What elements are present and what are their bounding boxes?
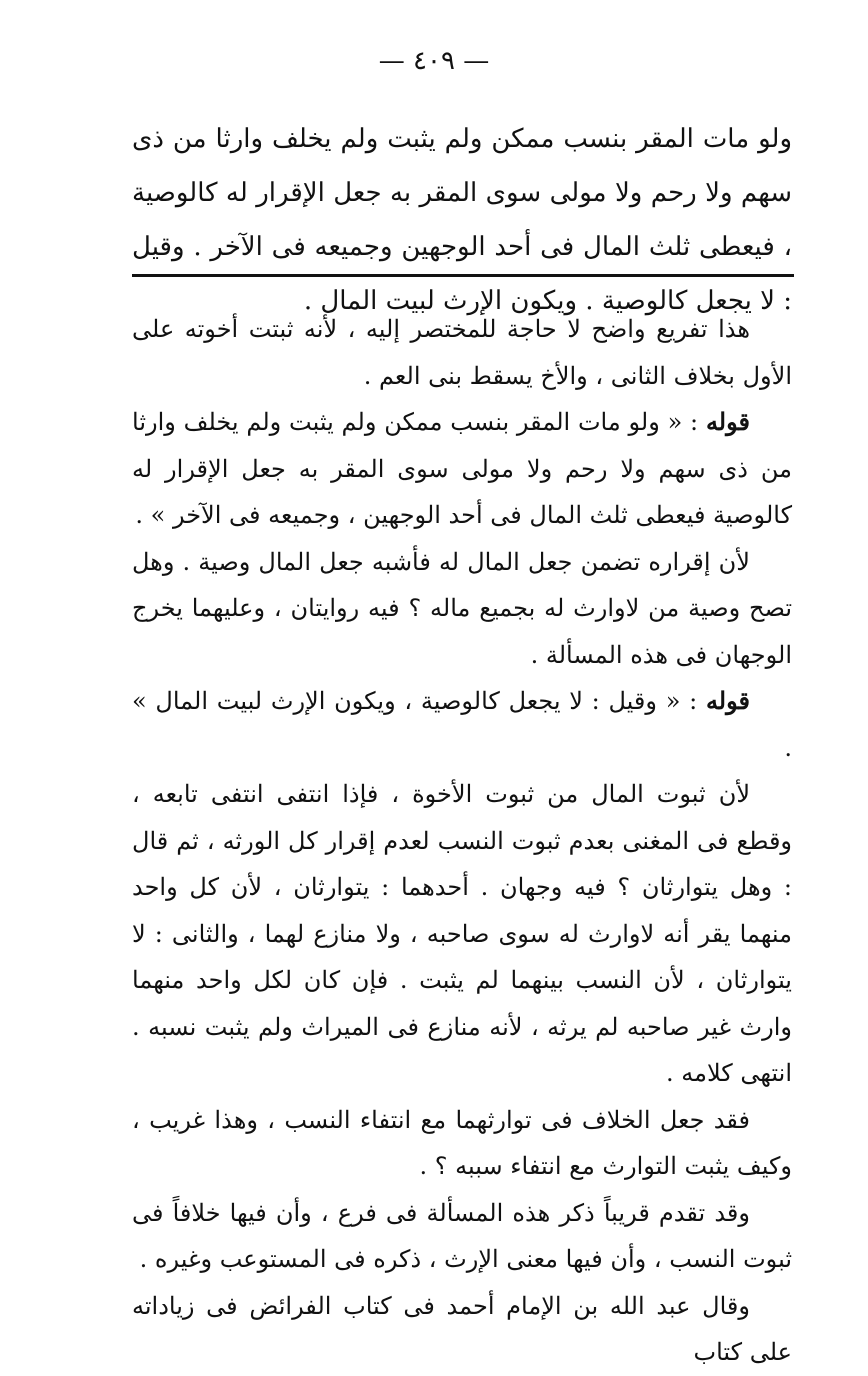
commentary-text [132,306,792,1376]
commentary-quote-paragraph [132,678,792,771]
main-text [132,112,792,328]
quote-text: : « وقيل : لا يجعل كالوصية ، ويكون الإرث لبيت المال » . [132,687,792,762]
qawluhu-label: قوله [705,686,750,715]
quote-text: : « ولو مات المقر بنسب ممكن ولم يثبت ولم يخلف وارثا من ذى سهم ولا رحم ولا مولى سوى المقر به جعل الإقرار له كالوصية فيعطى ثلث المال فى أحد الوجهين ، وجميعه فى الآخر » . [132,408,792,529]
section-divider [132,274,794,277]
main-text-paragraph: ولو مات المقر بنسب ممكن ولم يثبت ولم يخلف وارثا من ذى سهم ولا رحم ولا مولى سوى المقر به جعل الإقرار له كالوصية ، فيعطى ثلث المال فى أحد الوجهين وجميعه فى الآخر . وقيل : لا يجعل كالوصية . ويكون الإرث لبيت المال . [132,124,792,316]
commentary-paragraph: هذا تفريع واضح لا حاجة للمختصر إليه ، لأنه ثبتت أخوته على الأول بخلاف الثانى ، والأخ يسقط بنى العم . [132,315,792,390]
page-number: — ٤٠٩ — [378,46,490,76]
commentary-paragraph: لأن إقراره تضمن جعل المال له فأشبه جعل المال وصية . وهل تصح وصية من لاوارث له بجميع ماله ؟ فيه روايتان ، وعليهما يخرج الوجهان فى هذه المسألة . [132,547,792,669]
commentary-paragraph: لأن ثبوت المال من ثبوت الأخوة ، فإذا انتفى انتفى تابعه ، وقطع فى المغنى بعدم ثبوت النسب لعدم إقرار كل الورثه ، ثم قال : وهل يتوارثان ؟ فيه وجهان . أحدهما : يتوارثان ، لأن كل واحد منهما يقر أنه لاوارث له سوى صاحبه ، ولا منازع لهما ، والثانى : لا يتوارثان ، لأن النسب بينهما لم يثبت . فإن كان لكل واحد منهما وارث غير صاحبه لم يرثه ، لأنه منازع فى الميراث ولم يثبت نسبه . انتهى كلامه . [132,780,792,1087]
commentary-paragraph: فقد جعل الخلاف فى توارثهما مع انتفاء النسب ، وهذا غريب ، وكيف يثبت التوارث مع انتفاء سببه ؟ . [132,1105,792,1180]
commentary-paragraph: وقد تقدم قريباً ذكر هذه المسألة فى فرع ، وأن فيها خلافاً فى ثبوت النسب ، وأن فيها معنى الإرث ، ذكره فى المستوعب وغيره . [132,1198,792,1273]
qawluhu-label: قوله [705,407,750,436]
commentary-quote-paragraph [132,399,792,539]
commentary-paragraph: وقال عبد الله بن الإمام أحمد فى كتاب الفرائض فى زياداته على كتاب [132,1291,792,1366]
